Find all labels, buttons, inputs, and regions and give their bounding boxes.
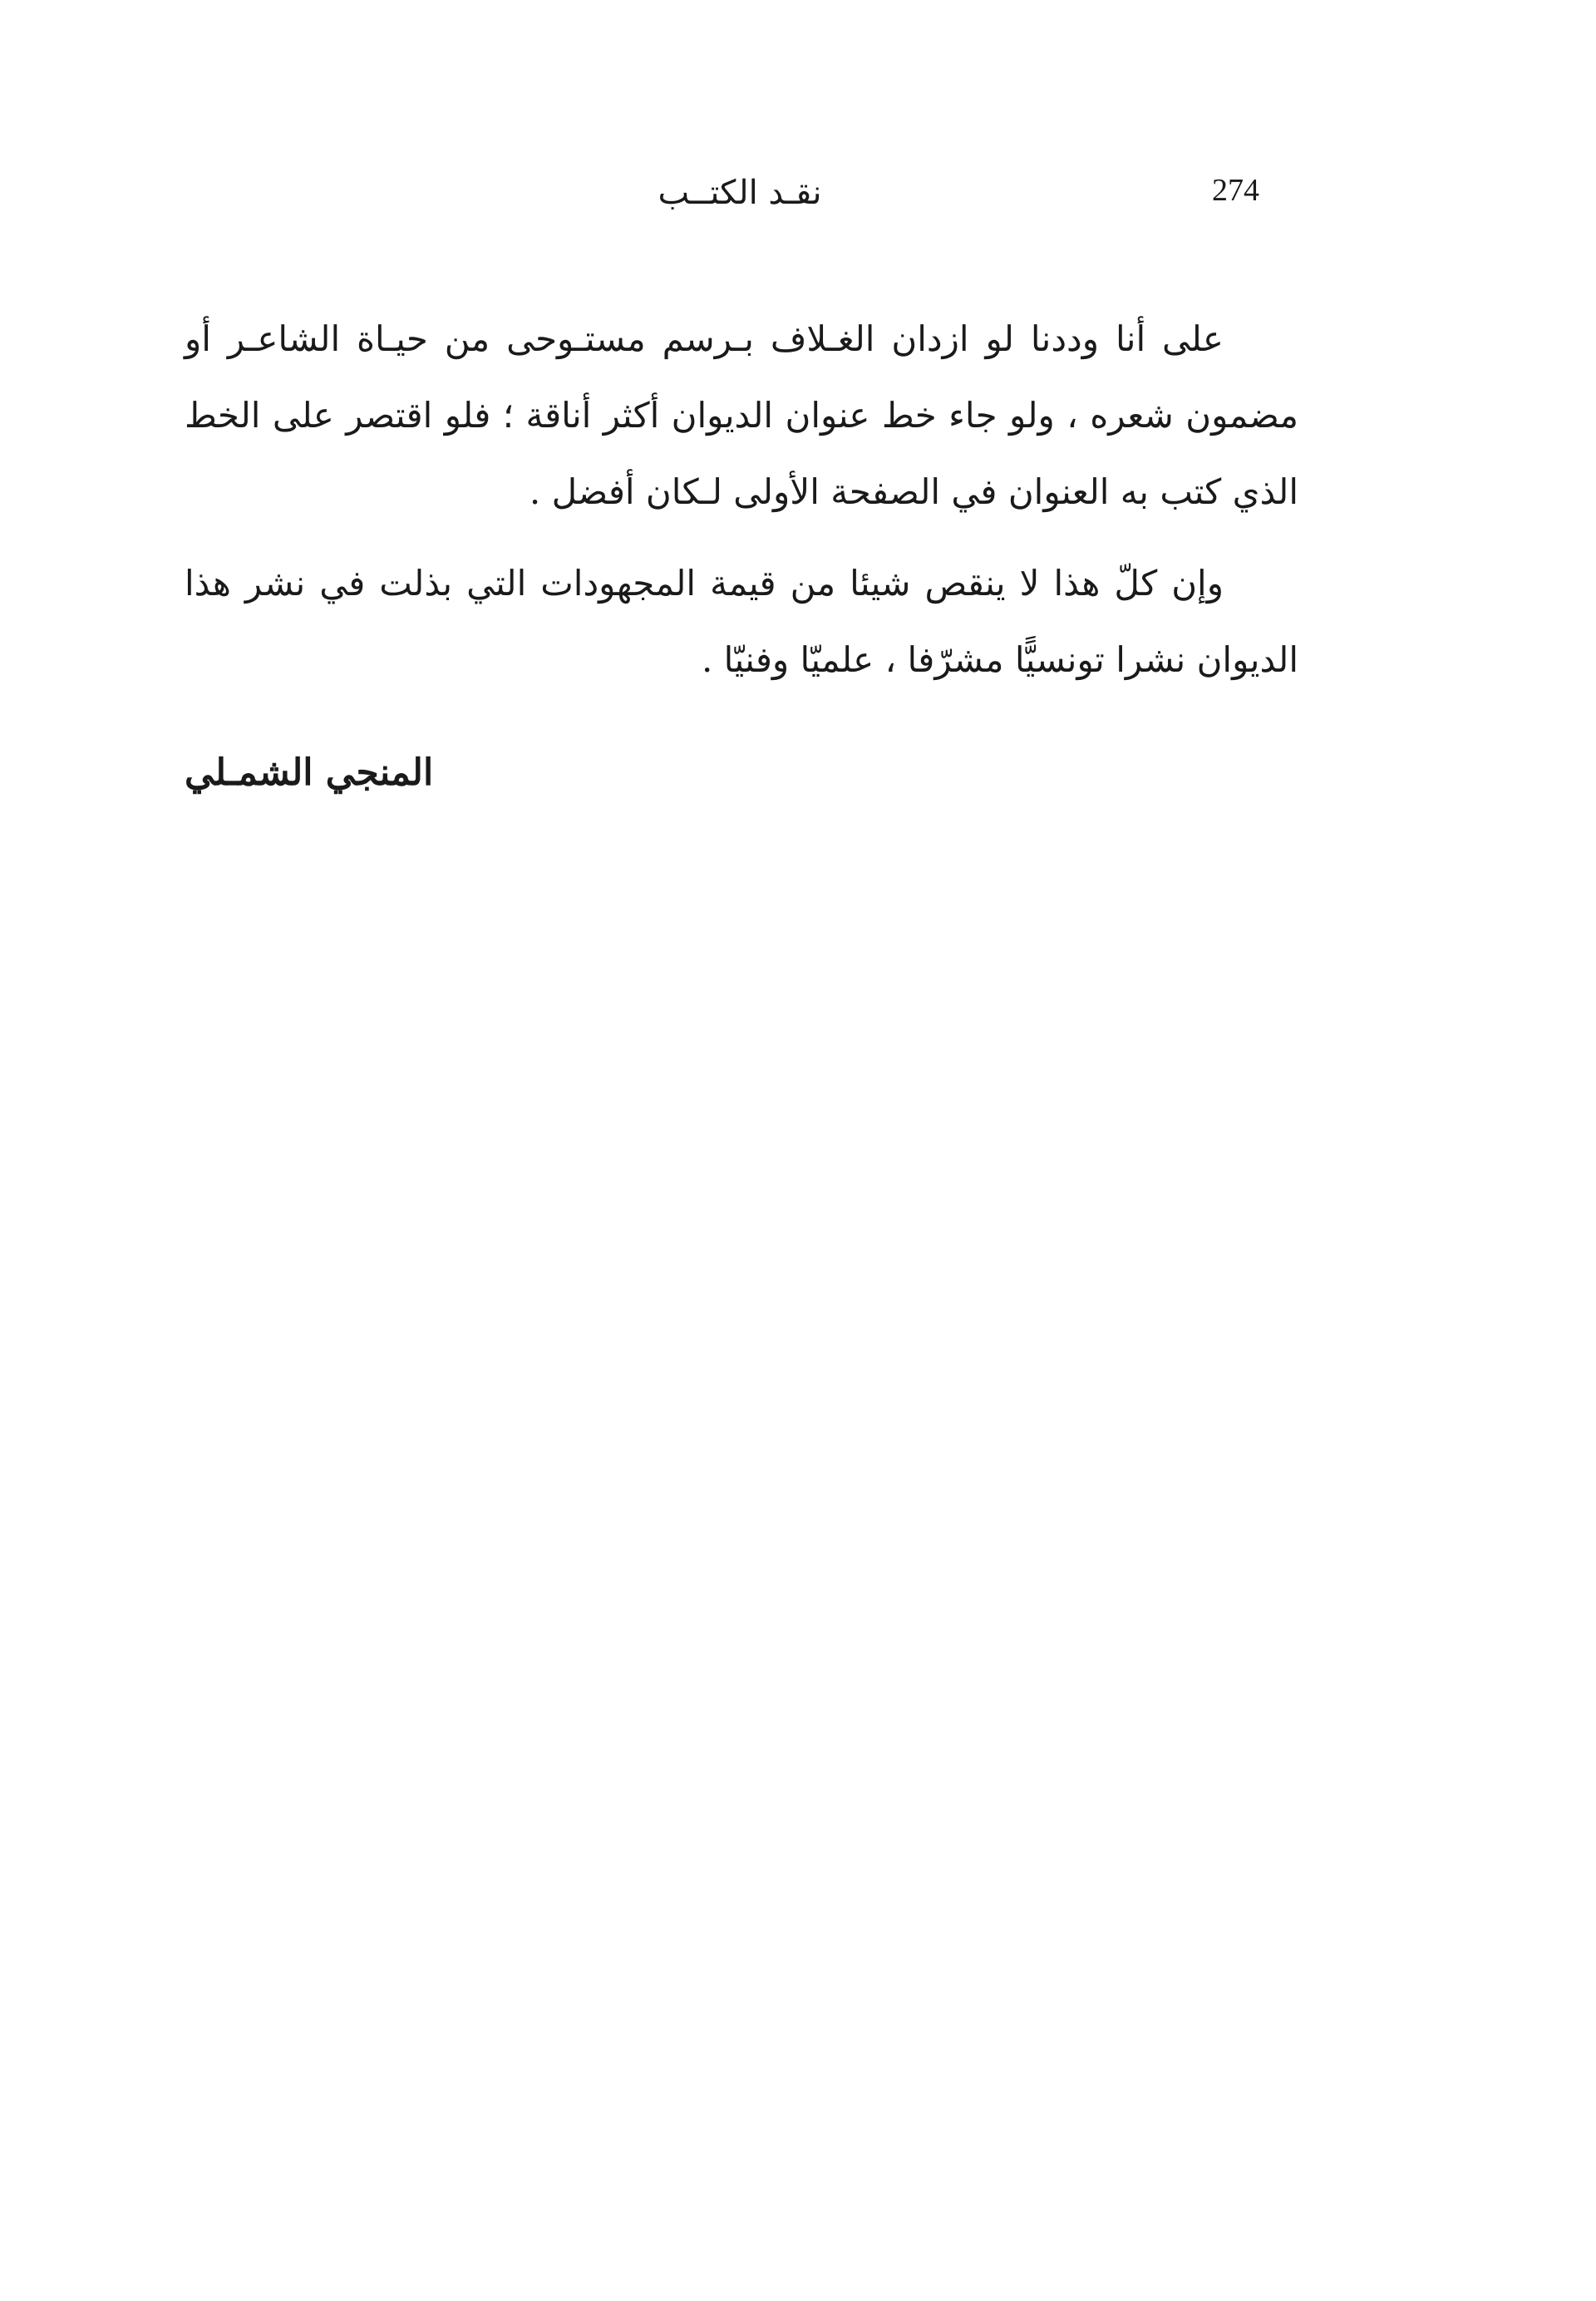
paragraph-2: وإن كلّ هذا لا ينقص شيئا من قيمة المجهودات التي بذلت في نشر هذا الديوان نشرا تونسيًّا مشرّفا ، علميّا وفنيّا . [185, 563, 1298, 680]
running-head: نقـد الكتــب [658, 174, 822, 212]
author-signature: المنجي الشمـلي [185, 751, 434, 794]
page-number: 274 [1212, 173, 1259, 208]
paragraph-1: على أنا وددنا لو ازدان الغـلاف بـرسم مستـوحى من حيـاة الشاعـر أو مضمون شعره ، ولو جاء خط عنوان الديوان أكثر أناقة ؛ فلو اقتصر على الخط الذي كتب به العنوان في الصفحة الأولى لـكان أفضل . [185, 318, 1298, 512]
